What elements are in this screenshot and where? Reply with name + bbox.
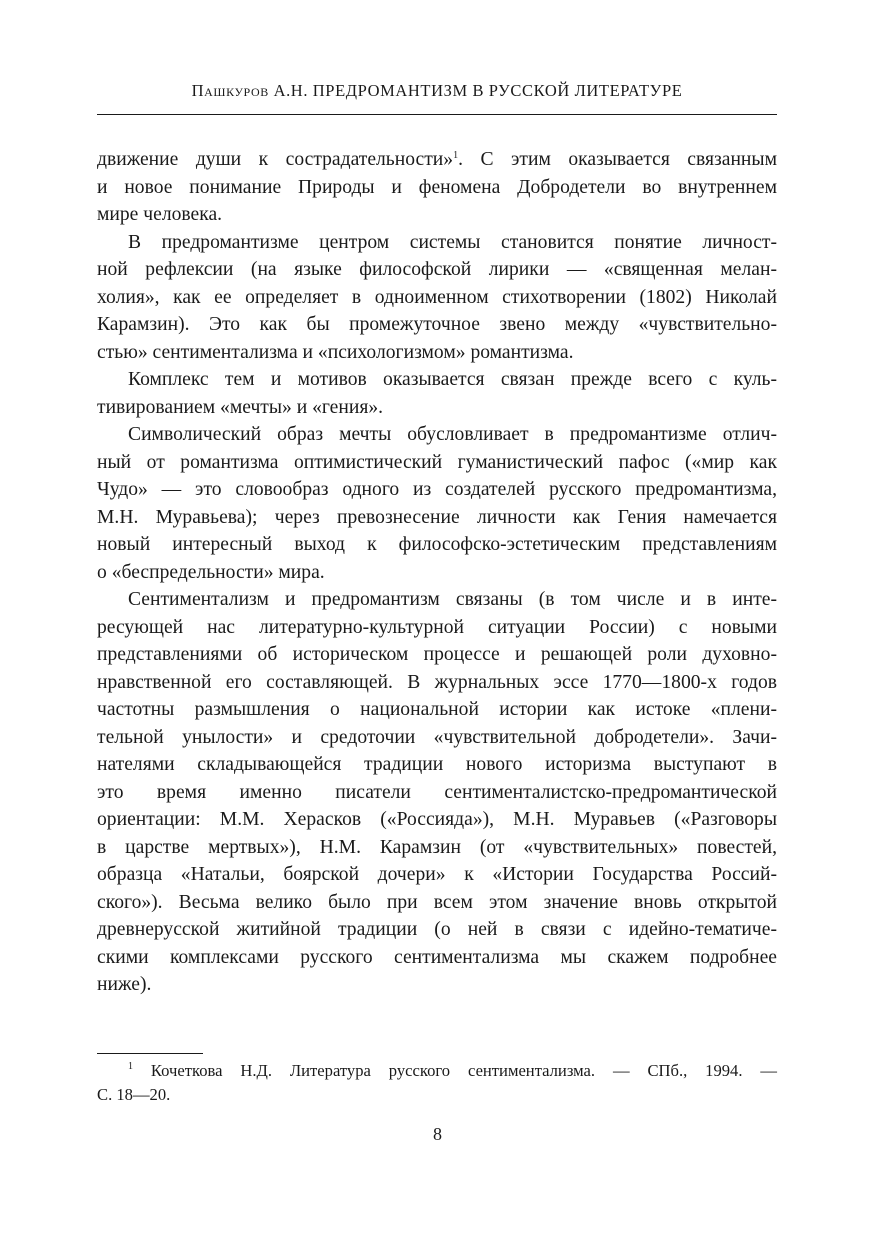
text-line <box>97 614 777 642</box>
text-line <box>97 366 777 394</box>
text-line <box>97 696 777 724</box>
text-line-content: о «беспредельности» мира. <box>97 561 325 583</box>
header-rule <box>97 114 777 115</box>
text-line-content: образца «Натальи, боярской дочери» к «Истории Государства Россий- <box>97 864 777 885</box>
text-line-content: новый интересный выход к философско-эстетическим представлениям <box>97 534 777 555</box>
text-line-content: ниже). <box>97 974 152 995</box>
footnote <box>97 1059 777 1107</box>
text-line <box>97 944 777 972</box>
text-line <box>97 586 777 614</box>
text-line <box>97 284 777 312</box>
text-line <box>97 861 777 889</box>
text-line-content: это время именно писатели сентименталистско-предромантической <box>97 781 777 803</box>
text-line <box>97 531 777 559</box>
text-line <box>97 201 777 229</box>
text-line-content: представлениями об историческом процессе и решающей роли духовно- <box>97 644 777 665</box>
header-title: А.Н. ПРЕДРОМАНТИЗМ В РУССКОЙ ЛИТЕРАТУРЕ <box>268 81 683 100</box>
text-line <box>97 724 777 752</box>
text-line-content: ный от романтизма оптимистический гуманистический пафос («мир как <box>97 451 777 473</box>
text-line-content: тельной унылости» и средоточии «чувствительной добродетели». Зачи- <box>97 726 777 748</box>
text-line-content: движение души к сострадательности» <box>97 149 454 170</box>
text-line-content: тивированием «мечты» и «гения». <box>97 396 384 418</box>
text-line <box>97 971 777 999</box>
text-line-content: Чудо» — это словообраз одного из создателей русского предромантизма, <box>97 479 777 500</box>
text-line-content: ориентации: М.М. Херасков («Россияда»), М.Н. Муравьев («Разговоры <box>97 809 777 830</box>
text-line <box>97 559 777 587</box>
text-line-content: и новое понимание Природы и феномена Добродетели во внутреннем <box>97 176 777 198</box>
footnote-rule <box>97 1053 203 1054</box>
text-line-content: Карамзин). Это как бы промежуточное звено между «чувствительно- <box>97 314 777 335</box>
text-line-content: ной рефлексии (на языке философской лирики — «священная мелан- <box>97 259 777 280</box>
text-line <box>97 339 777 367</box>
text-line <box>97 476 777 504</box>
text-line <box>97 834 777 862</box>
text-line <box>97 421 777 449</box>
text-line <box>97 146 777 174</box>
text-line-content: скими комплексами русского сентиментализма мы скажем подробнее <box>97 946 777 968</box>
running-header <box>97 81 777 101</box>
text-line <box>97 779 777 807</box>
text-line <box>97 229 777 257</box>
text-line-content: холия», как ее определяет в одноименном стихотворении (1802) Николай <box>97 286 777 308</box>
footnote-reference: 1 <box>453 150 459 161</box>
text-line <box>97 394 777 422</box>
text-line-content: . С этим оказывается связанным <box>458 149 777 170</box>
main-text <box>97 146 777 999</box>
text-line <box>97 751 777 779</box>
text-line-content: стью» сентиментализма и «психологизмом» романтизма. <box>97 341 574 363</box>
text-line <box>97 806 777 834</box>
text-line-content: в царстве мертвых»), Н.М. Карамзин (от «чувствительных» повестей, <box>97 836 777 858</box>
text-line-content: Сентиментализм и предромантизм связаны (в том числе и в инте- <box>128 589 777 610</box>
footnote-line: С. 18—20. <box>97 1085 171 1104</box>
text-line-content: В предромантизме центром системы становится понятие личност- <box>128 231 777 253</box>
text-line-content: нравственной его составляющей. В журнальных эссе 1770—1800-х годов <box>97 671 777 693</box>
text-line-content: мире человека. <box>97 204 223 225</box>
footnote-marker: 1 <box>128 1061 133 1072</box>
text-line <box>97 889 777 917</box>
footnote-text: Кочеткова Н.Д. Литература русского сентиментализма. — СПб., 1994. — <box>133 1061 777 1080</box>
text-line-content: Символический образ мечты обусловливает в предромантизме отлич- <box>128 424 777 445</box>
footnote-line <box>97 1059 777 1083</box>
text-line-content: частотны размышления о национальной истории как истоке «плени- <box>97 699 777 720</box>
text-line-content: Комплекс тем и мотивов оказывается связан прежде всего с куль- <box>128 369 777 390</box>
page-number: 8 <box>433 1124 442 1144</box>
text-line <box>97 504 777 532</box>
text-line <box>97 916 777 944</box>
text-line-content: ского»). Весьма велико было при всем этом значение вновь открытой <box>97 891 777 913</box>
text-line-content: древнерусской житийной традиции (о ней в связи с идейно-тематиче- <box>97 919 777 940</box>
text-line-content: ресующей нас литературно-культурной ситуации России) с новыми <box>97 616 777 638</box>
header-author-surname: Пашкуров <box>191 81 269 100</box>
text-line <box>97 256 777 284</box>
text-line <box>97 669 777 697</box>
text-line-content: нателями складывающейся традиции нового историзма выступают в <box>97 754 777 775</box>
text-line <box>97 641 777 669</box>
text-line <box>97 174 777 202</box>
text-line <box>97 449 777 477</box>
text-line <box>97 311 777 339</box>
text-line-content: М.Н. Муравьева); через превознесение личности как Гения намечается <box>97 506 777 528</box>
